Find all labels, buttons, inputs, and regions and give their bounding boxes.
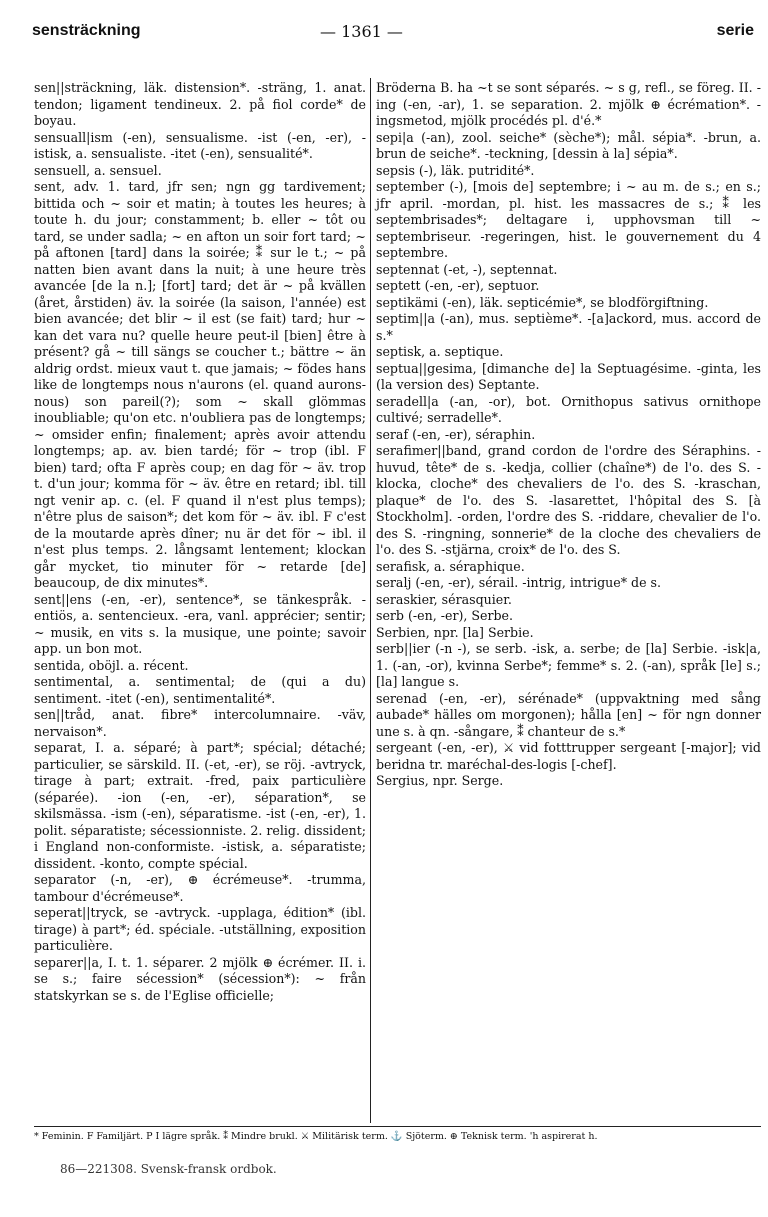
dictionary-entry: seraf (-en, -er), séraphin. <box>376 426 536 442</box>
dictionary-entry: separat, I. a. séparé; à part*; spécial; détaché; particulier, se särskild. II. (-et, -er), se röj. -avtryck, tirage à part; extrait. -fred, paix particulière (séparée). -ion (-en, -er), séparation*, se skilsmässa. -ism (-en), séparatisme. -ist (-en, -er), 1. polit. séparatiste; sécessionniste. 2. relig. dissident; i England non-conformiste. -istisk, a. séparatiste; dissident. -konto, compte spécial. <box>34 740 366 871</box>
page-number: — 1361 — <box>320 22 403 41</box>
dictionary-entry: sensuall|ism (-en), sensualisme. -ist (-en, -er), -istisk, a. sensualiste. -itet (-en), sensualité*. <box>34 129 366 161</box>
header-guide-word-right: serie <box>716 22 754 39</box>
page-header <box>32 22 754 44</box>
dictionary-entry: sen||sträckning, läk. distension*. -sträng, 1. anat. tendon; ligament tendineux. 2. på fiol corde* de boyau. <box>34 80 366 128</box>
dictionary-entry: sensuell, a. sensuel. <box>34 162 162 178</box>
dictionary-entry: sent, adv. 1. tard, jfr sen; ngn gg tardivement; bittida och ~ soir et matin; à toutes les heures; à toute h. du jour; constamment; b. eller ~ tôt ou tard, se under sadla; ~ en afton un soir fort tard; ~ på aftonen [tard] dans la soirée; ⁑ sur le t.; ~ på natten bien avant dans la nuit; à une heure très avancée [de la n.]; [fort] tard; det är ~ på kvällen (året, årstiden) äv. la soirée (la saison, l'année) est bien avancée; det blir ~ il est (se fait) tard; hur ~ kan det vara nu? quelle heure peut-il [bien] être à présent? gå ~ till sängs se coucher t.; bättre ~ än aldrig ordst. mieux vaut t. que jamais; ~ födes hans like de longtemps nous n'aurons (el. quand aurons-nous) son pareil(?); som ~ skall glömmas inoubliable; qu'on etc. n'oubliera pas de longtemps; ~ omsider enfin; finalement; après avoir attendu longtemps; ap. av. bien tardé; för ~ trop (ibl. F bien) tard; ofta F après coup; en dag för ~ äv. trop t. d'un jour; komma för ~ äv. être en retard; ibl. till ngt venir ap. c. (el. F quand il n'est plus temps); n'être plus de saison*; det kom för ~ äv. ibl. F c'est de la moutarde après dîner; nu är det för ~ ibl. il n'est plus temps. 2. långsamt lentement; klockan går mycket, tio minuter för ~ retarde [de] beaucoup, de dix minutes*. <box>34 179 366 590</box>
dictionary-entry: serafisk, a. séraphique. <box>376 558 525 574</box>
dictionary-entry: seraskier, sérasquier. <box>376 591 512 607</box>
dictionary-entry: seradell|a (-an, -or), bot. Ornithopus sativus ornithope cultivé; serradelle*. <box>376 393 761 425</box>
dictionary-entry: serb (-en, -er), Serbe. <box>376 608 514 623</box>
dictionary-entry: separator (-n, -er), ⊕ écrémeuse*. -trumma, tambour d'écrémeuse*. <box>34 872 366 904</box>
dictionary-entry: septua||gesima, [dimanche de] la Septuagésime. -ginta, les (la version des) Septante. <box>376 360 761 392</box>
dictionary-entry: sepsis (-), läk. putridité*. <box>376 162 535 178</box>
abbreviation-legend: * Feminin. F Familjärt. P I lägre språk. ⁑ Mindre brukl. ⚔ Militärisk term. ⚓ Sjöterm. ⊕ Teknisk term. 'h aspirerat h. <box>34 1131 598 1142</box>
dictionary-entry: sent||ens (-en, -er), sentence*, se tänkespråk. -entiös, a. sentencieux. -era, vanl. apprécier; sentir; ~ musik, en vits s. la musique, une pointe; savoir app. un bon mot. <box>34 591 366 656</box>
dictionary-entry: septennat (-et, -), septennat. <box>376 261 558 277</box>
right-column <box>376 80 761 790</box>
dictionary-entry: septisk, a. septique. <box>376 344 504 359</box>
dictionary-entry: Bröderna B. ha ~t se sont séparés. ~ s g, refl., se föreg. II. -ing (-en, -ar), 1. se separation. 2. mjölk ⊕ écrémation*. -ingsmetod, mjölk procédés pl. d'é.* <box>376 80 761 128</box>
column-divider <box>370 78 371 1123</box>
dictionary-entry: september (-), [mois de] septembre; i ~ au m. de s.; en s.; jfr april. -mordan, pl. hist. les massacres de s.; ⁑ les septembrisades*; deltagare i, upphovsman till ~ septembriseur. -regeringen, hist. le gouvernement du 4 septembre. <box>376 179 761 260</box>
dictionary-entry: serenad (-en, -er), sérénade* (uppvaktning med sång aubade* hälles om morgonen); hålla [en] ~ för ngn donner une s. à qn. -sångare, ⁑ chanteur de s.* <box>376 690 761 739</box>
dictionary-entry: sentimental, a. sentimental; de (qui a du) sentiment. -itet (-en), sentimentalité*. <box>34 674 366 706</box>
dictionary-entry: Sergius, npr. Serge. <box>376 773 504 788</box>
footnote-divider <box>34 1126 761 1127</box>
dictionary-entry: seralj (-en, -er), sérail. -intrig, intrigue* de s. <box>376 575 662 590</box>
dictionary-entry: sepi|a (-an), zool. seiche* (sèche*); mål. sépia*. -brun, a. brun de seiche*. -teckning, [dessin à la] sépia*. <box>376 129 761 161</box>
printer-imprint: 86—221308. Svensk-fransk ordbok. <box>60 1162 277 1176</box>
dictionary-entry: serafimer||band, grand cordon de l'ordre des Séraphins. -huvud, tête* de s. -kedja, collier (chaîne*) de l'o. des S. -klocka, cloche* des chevaliers de l'o. des S. -kraschan, plaque* de l'o. des S. -lasarettet, l'hôpital des S. [à Stockholm]. -orden, l'ordre des S. -riddare, chevalier de l'o. des S. -ringning, sonnerie* de la cloche des chevaliers de l'o. des S. -stjärna, croix* de l'o. des S. <box>376 443 761 557</box>
dictionary-entry: seperat||tryck, se -avtryck. -upplaga, édition* (ibl. tirage) à part*; éd. spéciale. -utställning, exposition particulière. <box>34 905 366 953</box>
dictionary-entry: septett (-en, -er), septuor. <box>376 278 540 293</box>
dictionary-entry: serb||ier (-n -), se serb. -isk, a. serbe; de [la] Serbie. -isk|a, 1. (-an, -or), kvinna Serbe*; femme* s. 2. (-an), språk [le] s.; [la] langue s. <box>376 641 761 689</box>
dictionary-entry: separer||a, I. t. 1. séparer. 2 mjölk ⊕ écrémer. II. i. se s.; faire sécession* (sécession*): ~ från statskyrkan se s. de l'Eglise officielle; <box>34 954 366 1003</box>
dictionary-entry: Serbien, npr. [la] Serbie. <box>376 624 534 640</box>
dictionary-entry: septikämi (-en), läk. septicémie*, se blodförgiftning. <box>376 294 709 310</box>
left-column <box>34 80 366 1004</box>
dictionary-entry: sen||tråd, anat. fibre* intercolumnaire. -väv, nervaison*. <box>34 707 366 739</box>
dictionary-entry: septim||a (-an), mus. septième*. -[a]ackord, mus. accord de s.* <box>376 311 761 343</box>
dictionary-entry: sentida, oböjl. a. récent. <box>34 657 189 673</box>
header-guide-word-left: sensträckning <box>32 22 141 39</box>
dictionary-entry: sergeant (-en, -er), ⚔ vid fotttrupper sergeant [-major]; vid beridna tr. maréchal-des-logis [-chef]. <box>376 740 761 772</box>
